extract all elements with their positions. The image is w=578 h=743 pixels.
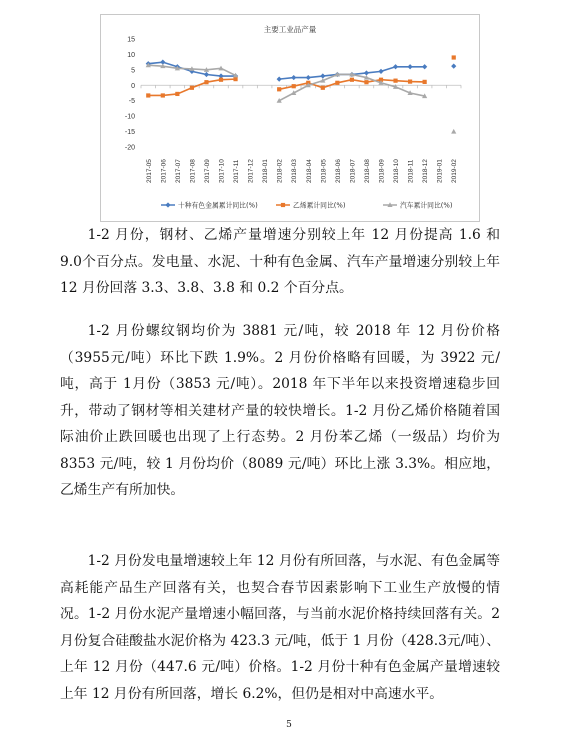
- line-chart: [101, 15, 479, 221]
- paragraph-line: 元/吨）环比下跌 1.9%。2 月份价格略有回暖，为 3922 元/吨，高于 1: [60, 349, 500, 392]
- legend-label: 汽车累计同比(%): [400, 201, 453, 210]
- data-point: [306, 75, 311, 80]
- paragraph-2: [60, 318, 500, 504]
- data-point: [408, 79, 412, 83]
- y-tick-label: 0: [131, 82, 135, 90]
- x-tick-label: 2017-09: [203, 159, 211, 183]
- data-point: [175, 92, 179, 96]
- x-tick-label: 2017-12: [247, 159, 255, 183]
- data-point: [233, 77, 237, 81]
- data-point: [335, 81, 339, 85]
- data-point: [190, 86, 194, 90]
- paragraph-line: 1-2 月份发电量增速较上年 12 月份有所回落，与水泥、有色金属: [87, 553, 487, 569]
- paragraph-line: 元/吨）、上年 12 月份（447.6 元/吨）价格。1-2 月份十种有色金属产: [60, 632, 501, 675]
- data-point: [407, 64, 412, 69]
- x-tick-label: 2018-01: [262, 159, 270, 183]
- paragraph-line: 量增速较上年 12 月份有所回落，增长 6.2%，但仍是相对中高速水平。: [60, 659, 500, 702]
- data-point: [277, 77, 282, 82]
- x-tick-label: 2018-12: [422, 159, 430, 183]
- x-tick-label: 2018-10: [393, 159, 401, 183]
- paragraph-line: 1-2 月份，钢材、乙烯产量增速分别较上年 12 月份提高 1.6 和 9.0: [60, 227, 500, 270]
- data-point: [350, 78, 354, 82]
- x-tick-label: 2018-02: [276, 159, 284, 183]
- paragraph-line: 个百分点。发电量、水泥、十种有色金属、汽车产量增速分别较上年: [81, 253, 500, 270]
- data-point: [452, 55, 456, 59]
- page-number: 5: [286, 720, 292, 730]
- paragraph-line: 有所加快。: [115, 482, 185, 498]
- paragraph-1: [60, 222, 500, 302]
- x-tick-label: 2017-06: [160, 159, 168, 183]
- x-tick-label: 2017-05: [145, 159, 153, 183]
- x-tick-label: 2018-07: [349, 159, 357, 183]
- paragraph-line: 钢材等相关建材产量的较快增长。1-2 月份乙烯价格随着国际油价止: [60, 402, 500, 445]
- x-tick-label: 2018-04: [305, 159, 313, 183]
- series-2: [146, 55, 456, 97]
- paragraph-line: 关。2 月份复合硅酸盐水泥价格为 423.3 元/吨，低于 1 月份（428.3: [60, 606, 500, 649]
- paragraph-line: 12 月份回落 3.3、3.8、3.8 和 0.2 个百分点。: [60, 280, 353, 296]
- data-point: [422, 64, 427, 69]
- x-tick-label: 2019-01: [436, 159, 444, 183]
- legend-swatch-marker: [165, 202, 170, 207]
- data-point: [364, 70, 369, 75]
- paragraph-line: 吨，较 1 月份均价（8089 元/吨）环比上涨 3.3%。相应地，乙烯生产: [60, 455, 500, 498]
- x-tick-label: 2017-07: [174, 159, 182, 183]
- data-point: [204, 72, 209, 77]
- legend-swatch-marker: [281, 203, 285, 207]
- chart-title: 主要工业品产量: [263, 25, 317, 34]
- data-point: [451, 129, 456, 134]
- y-tick-label: -15: [124, 129, 135, 137]
- data-point: [146, 93, 150, 97]
- data-point: [161, 93, 165, 97]
- y-tick-label: 15: [127, 36, 135, 44]
- legend-label: 乙烯累计同比(%): [293, 201, 346, 210]
- chart-panel: [100, 14, 480, 222]
- data-point: [364, 80, 368, 84]
- y-tick-label: 5: [131, 67, 135, 75]
- legend-label: 十种有色金属累计同比(%): [178, 201, 258, 210]
- data-point: [219, 78, 223, 82]
- paragraph-line: 月份（3853 元/吨）。2018 年下半年以来投资增速稳步回升，带动了: [60, 376, 500, 419]
- x-tick-label: 2017-11: [233, 159, 241, 183]
- paragraph-line: 跌回暖也出现了上行态势。2 月份苯乙烯（一级品）均价为 8353 元/: [60, 429, 500, 472]
- x-tick-label: 2017-10: [218, 159, 226, 183]
- data-point: [393, 64, 398, 69]
- paragraph-3: [60, 548, 500, 707]
- x-tick-label: 2017-08: [189, 159, 197, 183]
- x-tick-label: 2018-03: [291, 159, 299, 183]
- y-tick-label: -5: [128, 98, 135, 106]
- data-point: [204, 80, 208, 84]
- data-point: [321, 86, 325, 90]
- y-tick-label: -20: [124, 144, 135, 152]
- data-point: [423, 80, 427, 84]
- paragraph-line: 情况。1-2 月份水泥产量增速小幅回落，与当前水泥价格持续回落有: [60, 579, 500, 622]
- x-tick-label: 2018-09: [378, 159, 386, 183]
- data-point: [378, 69, 383, 74]
- x-tick-label: 2019-02: [451, 159, 459, 183]
- x-tick-label: 2018-05: [320, 159, 328, 183]
- legend-item: [161, 201, 258, 210]
- x-tick-label: 2018-11: [407, 159, 415, 183]
- data-point: [451, 64, 456, 69]
- y-tick-label: -10: [124, 113, 135, 121]
- y-tick-label: 10: [127, 51, 135, 59]
- x-tick-label: 2018-06: [334, 159, 342, 183]
- data-point: [393, 79, 397, 83]
- data-point: [277, 87, 281, 91]
- x-tick-label: 2018-08: [363, 159, 371, 183]
- data-point: [292, 84, 296, 88]
- data-point: [291, 75, 296, 80]
- legend-item: [383, 201, 453, 210]
- paragraph-line: 等高耗能产品生产回落有关，也契合春节因素影响下工业生产放慢的: [60, 553, 500, 596]
- paragraph-line: 1-2 月份螺纹钢均价为 3881 元/吨，较 2018 年 12 月份价格（3955: [60, 323, 500, 366]
- data-point: [320, 73, 325, 78]
- legend-item: [276, 201, 346, 210]
